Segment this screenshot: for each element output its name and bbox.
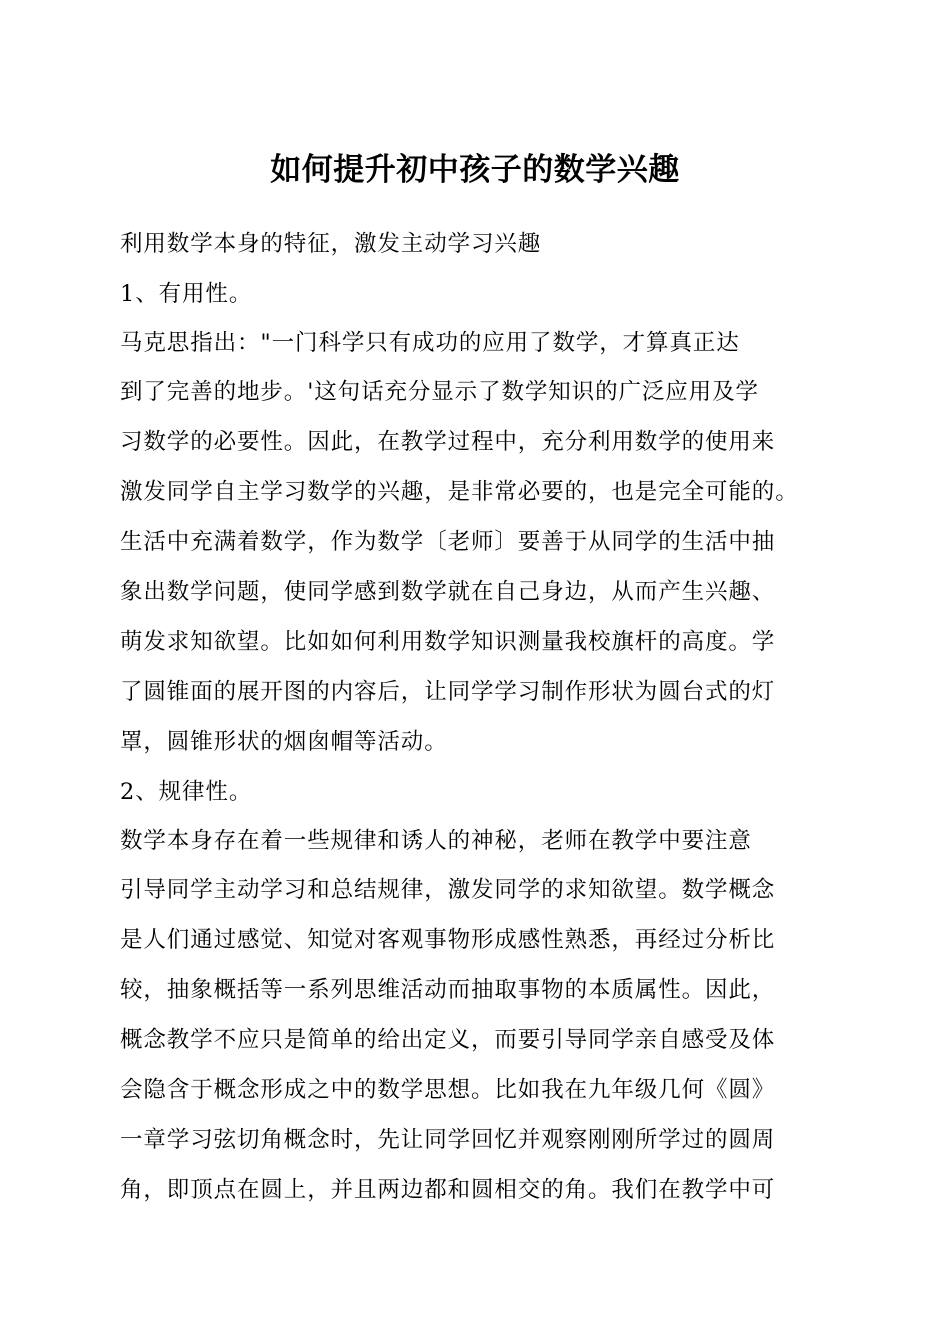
text-line: 1、有用性。 [120,281,253,307]
text-line: 会隐含于概念形成之中的数学思想。比如我在九年级几何《圆》 [120,1077,776,1103]
text-line: 引导同学主动学习和总结规律，激发同学的求知欲望。数学概念 [120,877,776,903]
text-line: 了圆锥面的展开图的内容后，让同学学习制作形状为圆台式的灯 [120,679,776,705]
text-line: 利用数学本身的特征，激发主动学习兴趣 [120,231,542,257]
text-line: 罩，圆锥形状的烟囱帽等活动。 [120,729,448,755]
text-line: 较，抽象概括等一系列思维活动而抽取事物的本质属性。因此， [120,977,776,1003]
text-line: 2、规律性。 [120,779,253,805]
text-line: 到了完善的地步。'这句话充分显示了数学知识的广泛应用及学 [120,379,759,405]
text-line: 概念教学不应只是简单的给出定义，而要引导同学亲自感受及体 [120,1027,776,1053]
document-title: 如何提升初中孩子的数学兴趣 [270,152,680,188]
text-line: 是人们通过感觉、知觉对客观事物形成感性熟悉，再经过分析比 [120,927,776,953]
text-line: 生活中充满着数学，作为数学〔老师〕要善于从同学的生活中抽 [120,529,776,555]
text-line: 角，即顶点在圆上，并且两边都和圆相交的角。我们在教学中可 [120,1177,776,1203]
text-line: 数学本身存在着一些规律和诱人的神秘，老师在教学中要注意 [120,828,752,854]
text-line: 习数学的必要性。因此，在教学过程中，充分利用数学的使用来 [120,429,776,455]
text-line: 激发同学自主学习数学的兴趣，是非常必要的，也是完全可能的。 [120,479,799,505]
text-line: 马克思指出："一门科学只有成功的应用了数学，才算真正达 [120,330,740,356]
text-line: 萌发求知欲望。比如如何利用数学知识测量我校旗杆的高度。学 [120,629,776,655]
text-line: 一章学习弦切角概念时，先让同学回忆并观察刚刚所学过的圆周 [120,1127,776,1153]
text-line: 象出数学问题，使同学感到数学就在自己身边，从而产生兴趣、 [120,579,776,605]
